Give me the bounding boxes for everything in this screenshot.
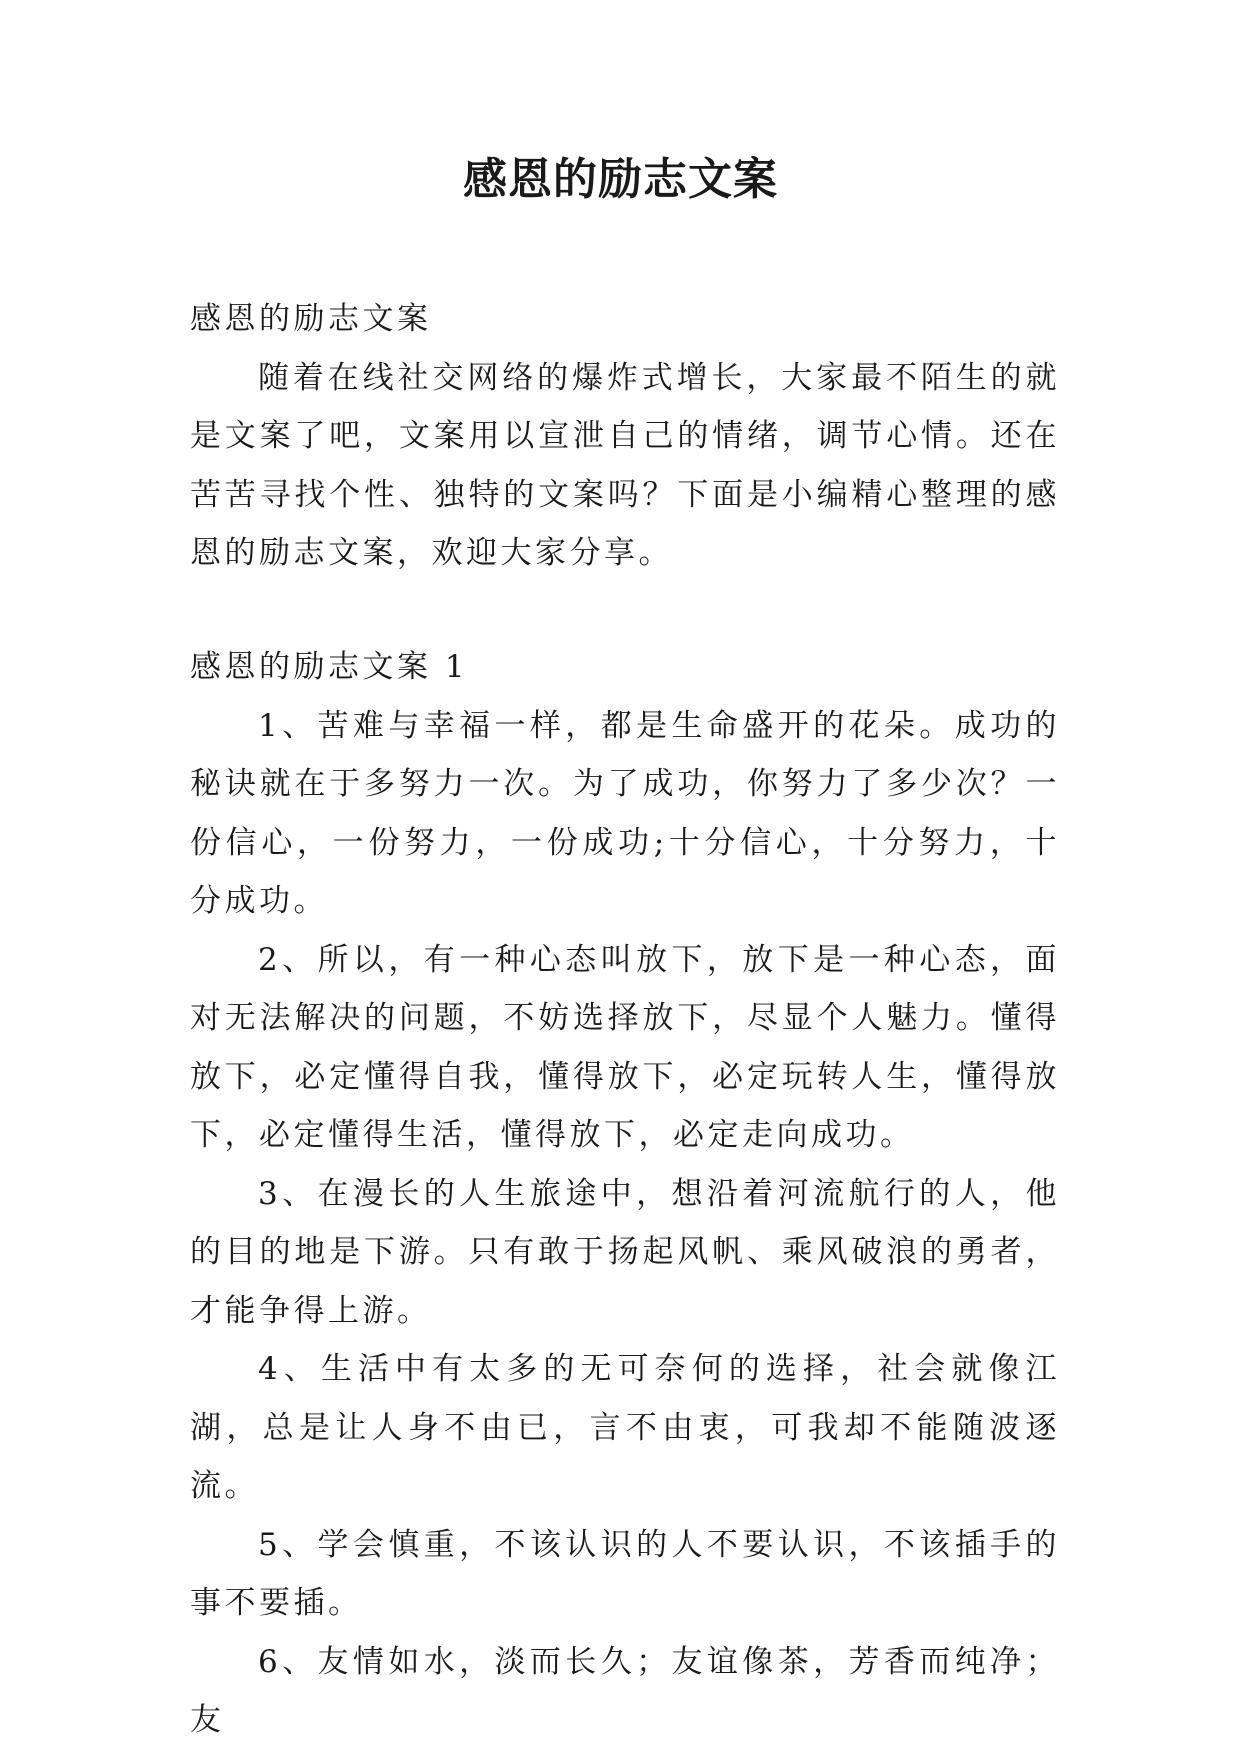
section-heading: 感恩的励志文案 1 (190, 649, 469, 685)
section-1 (190, 638, 1060, 1750)
list-item: 6、友情如水，淡而长久；友谊像茶，芳香而纯净；友 (190, 1643, 1060, 1738)
list-item: 4、生活中有太多的无可奈何的选择，社会就像江湖，总是让人身不由已，言不由衷，可我却不能随波逐流。 (190, 1351, 1060, 1504)
list-item: 2、所以，有一种心态叫放下，放下是一种心态，面对无法解决的问题，不妨选择放下，尽显个人魅力。懂得放下，必定懂得自我，懂得放下，必定玩转人生，懂得放下，必定懂得生活，懂得放下，必定走向成功。 (190, 941, 1060, 1153)
list-item: 3、在漫长的人生旅途中，想沿着河流航行的人，他的目的地是下游。只有敢于扬起风帆、乘风破浪的勇者，才能争得上游。 (190, 1175, 1060, 1329)
intro-paragraph: 随着在线社交网络的爆炸式增长，大家最不陌生的就是文案了吧，文案用以宣泄自己的情绪，调节心情。还在苦苦寻找个性、独特的文案吗？下面是小编精心整理的感恩的励志文案，欢迎大家分享。 (190, 359, 1060, 571)
intro-heading: 感恩的励志文案 (190, 301, 432, 337)
list-item: 5、学会慎重，不该认识的人不要认识，不该插手的事不要插。 (190, 1526, 1060, 1621)
page-title: 感恩的励志文案 (463, 154, 778, 205)
intro-section (190, 290, 1060, 583)
list-item: 1、苦难与幸福一样，都是生命盛开的花朵。成功的秘诀就在于多努力一次。为了成功，你努力了多少次？一份信心，一份努力，一份成功;十分信心，十分努力，十分成功。 (190, 707, 1060, 919)
